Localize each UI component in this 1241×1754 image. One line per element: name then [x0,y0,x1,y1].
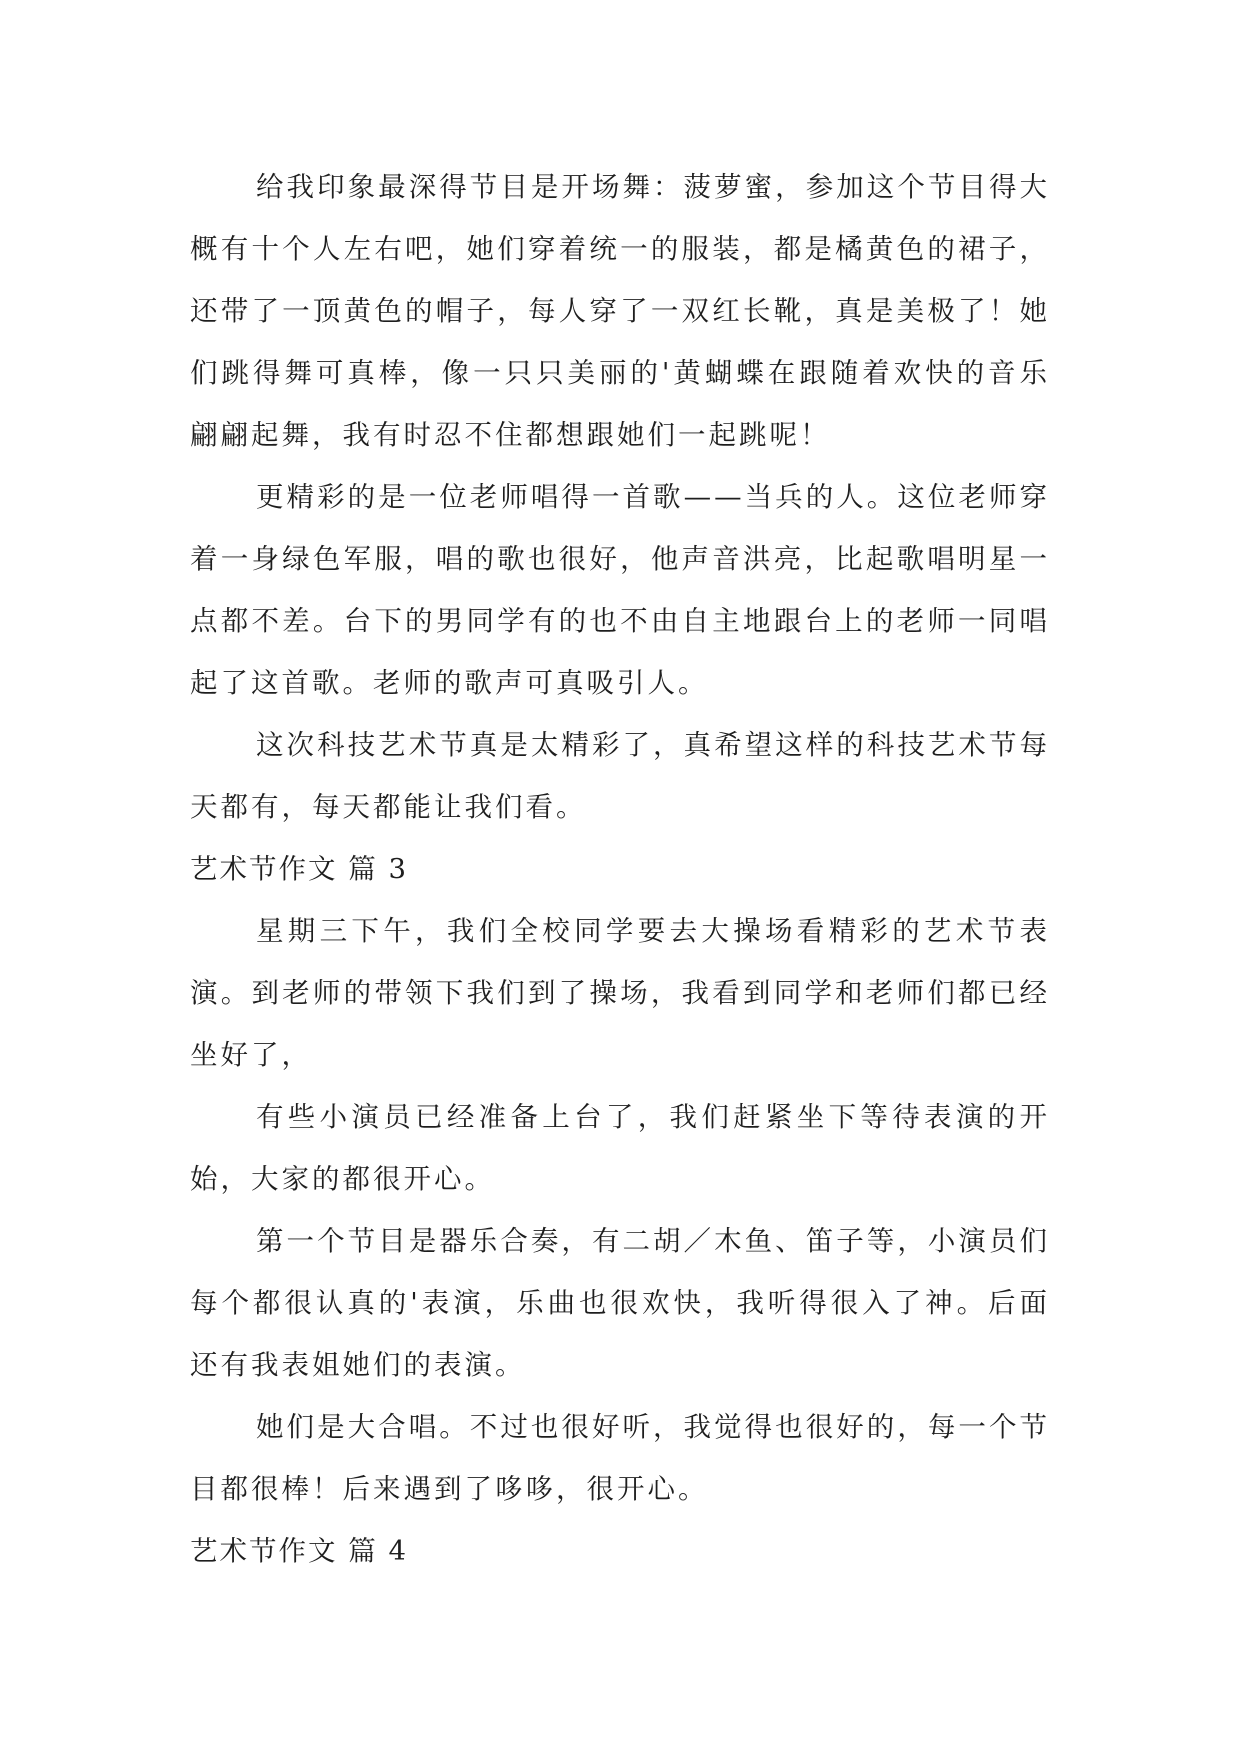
paragraph: 她们是大合唱。不过也很好听，我觉得也很好的，每一个节目都很棒！后来遇到了哆哆，很开心。 [190,1411,1050,1505]
section-heading: 艺术节作文 篇 4 [190,1535,408,1567]
paragraph: 更精彩的是一位老师唱得一首歌——当兵的人。这位老师穿着一身绿色军服，唱的歌也很好，他声音洪亮，比起歌唱明星一点都不差。台下的男同学有的也不由自主地跟台上的老师一同唱起了这首歌。老师的歌声可真吸引人。 [190,481,1050,699]
paragraph: 给我印象最深得节目是开场舞：菠萝蜜，参加这个节目得大概有十个人左右吧，她们穿着统一的服装，都是橘黄色的裙子，还带了一顶黄色的帽子，每人穿了一双红长靴，真是美极了！她们跳得舞可真棒，像一只只美丽的'黄蝴蝶在跟随着欢快的音乐翩翩起舞，我有时忍不住都想跟她们一起跳呢！ [190,171,1050,451]
paragraph: 星期三下午，我们全校同学要去大操场看精彩的艺术节表演。到老师的带领下我们到了操场，我看到同学和老师们都已经坐好了， [190,915,1050,1071]
paragraph: 这次科技艺术节真是太精彩了，真希望这样的科技艺术节每天都有，每天都能让我们看。 [190,729,1050,823]
document-body [190,156,1050,1582]
paragraph: 第一个节目是器乐合奏，有二胡／木鱼、笛子等，小演员们每个都很认真的'表演，乐曲也很欢快，我听得很入了神。后面还有我表姐她们的表演。 [190,1225,1050,1381]
section-heading: 艺术节作文 篇 3 [190,853,408,885]
paragraph: 有些小演员已经准备上台了，我们赶紧坐下等待表演的开始，大家的都很开心。 [190,1101,1050,1195]
